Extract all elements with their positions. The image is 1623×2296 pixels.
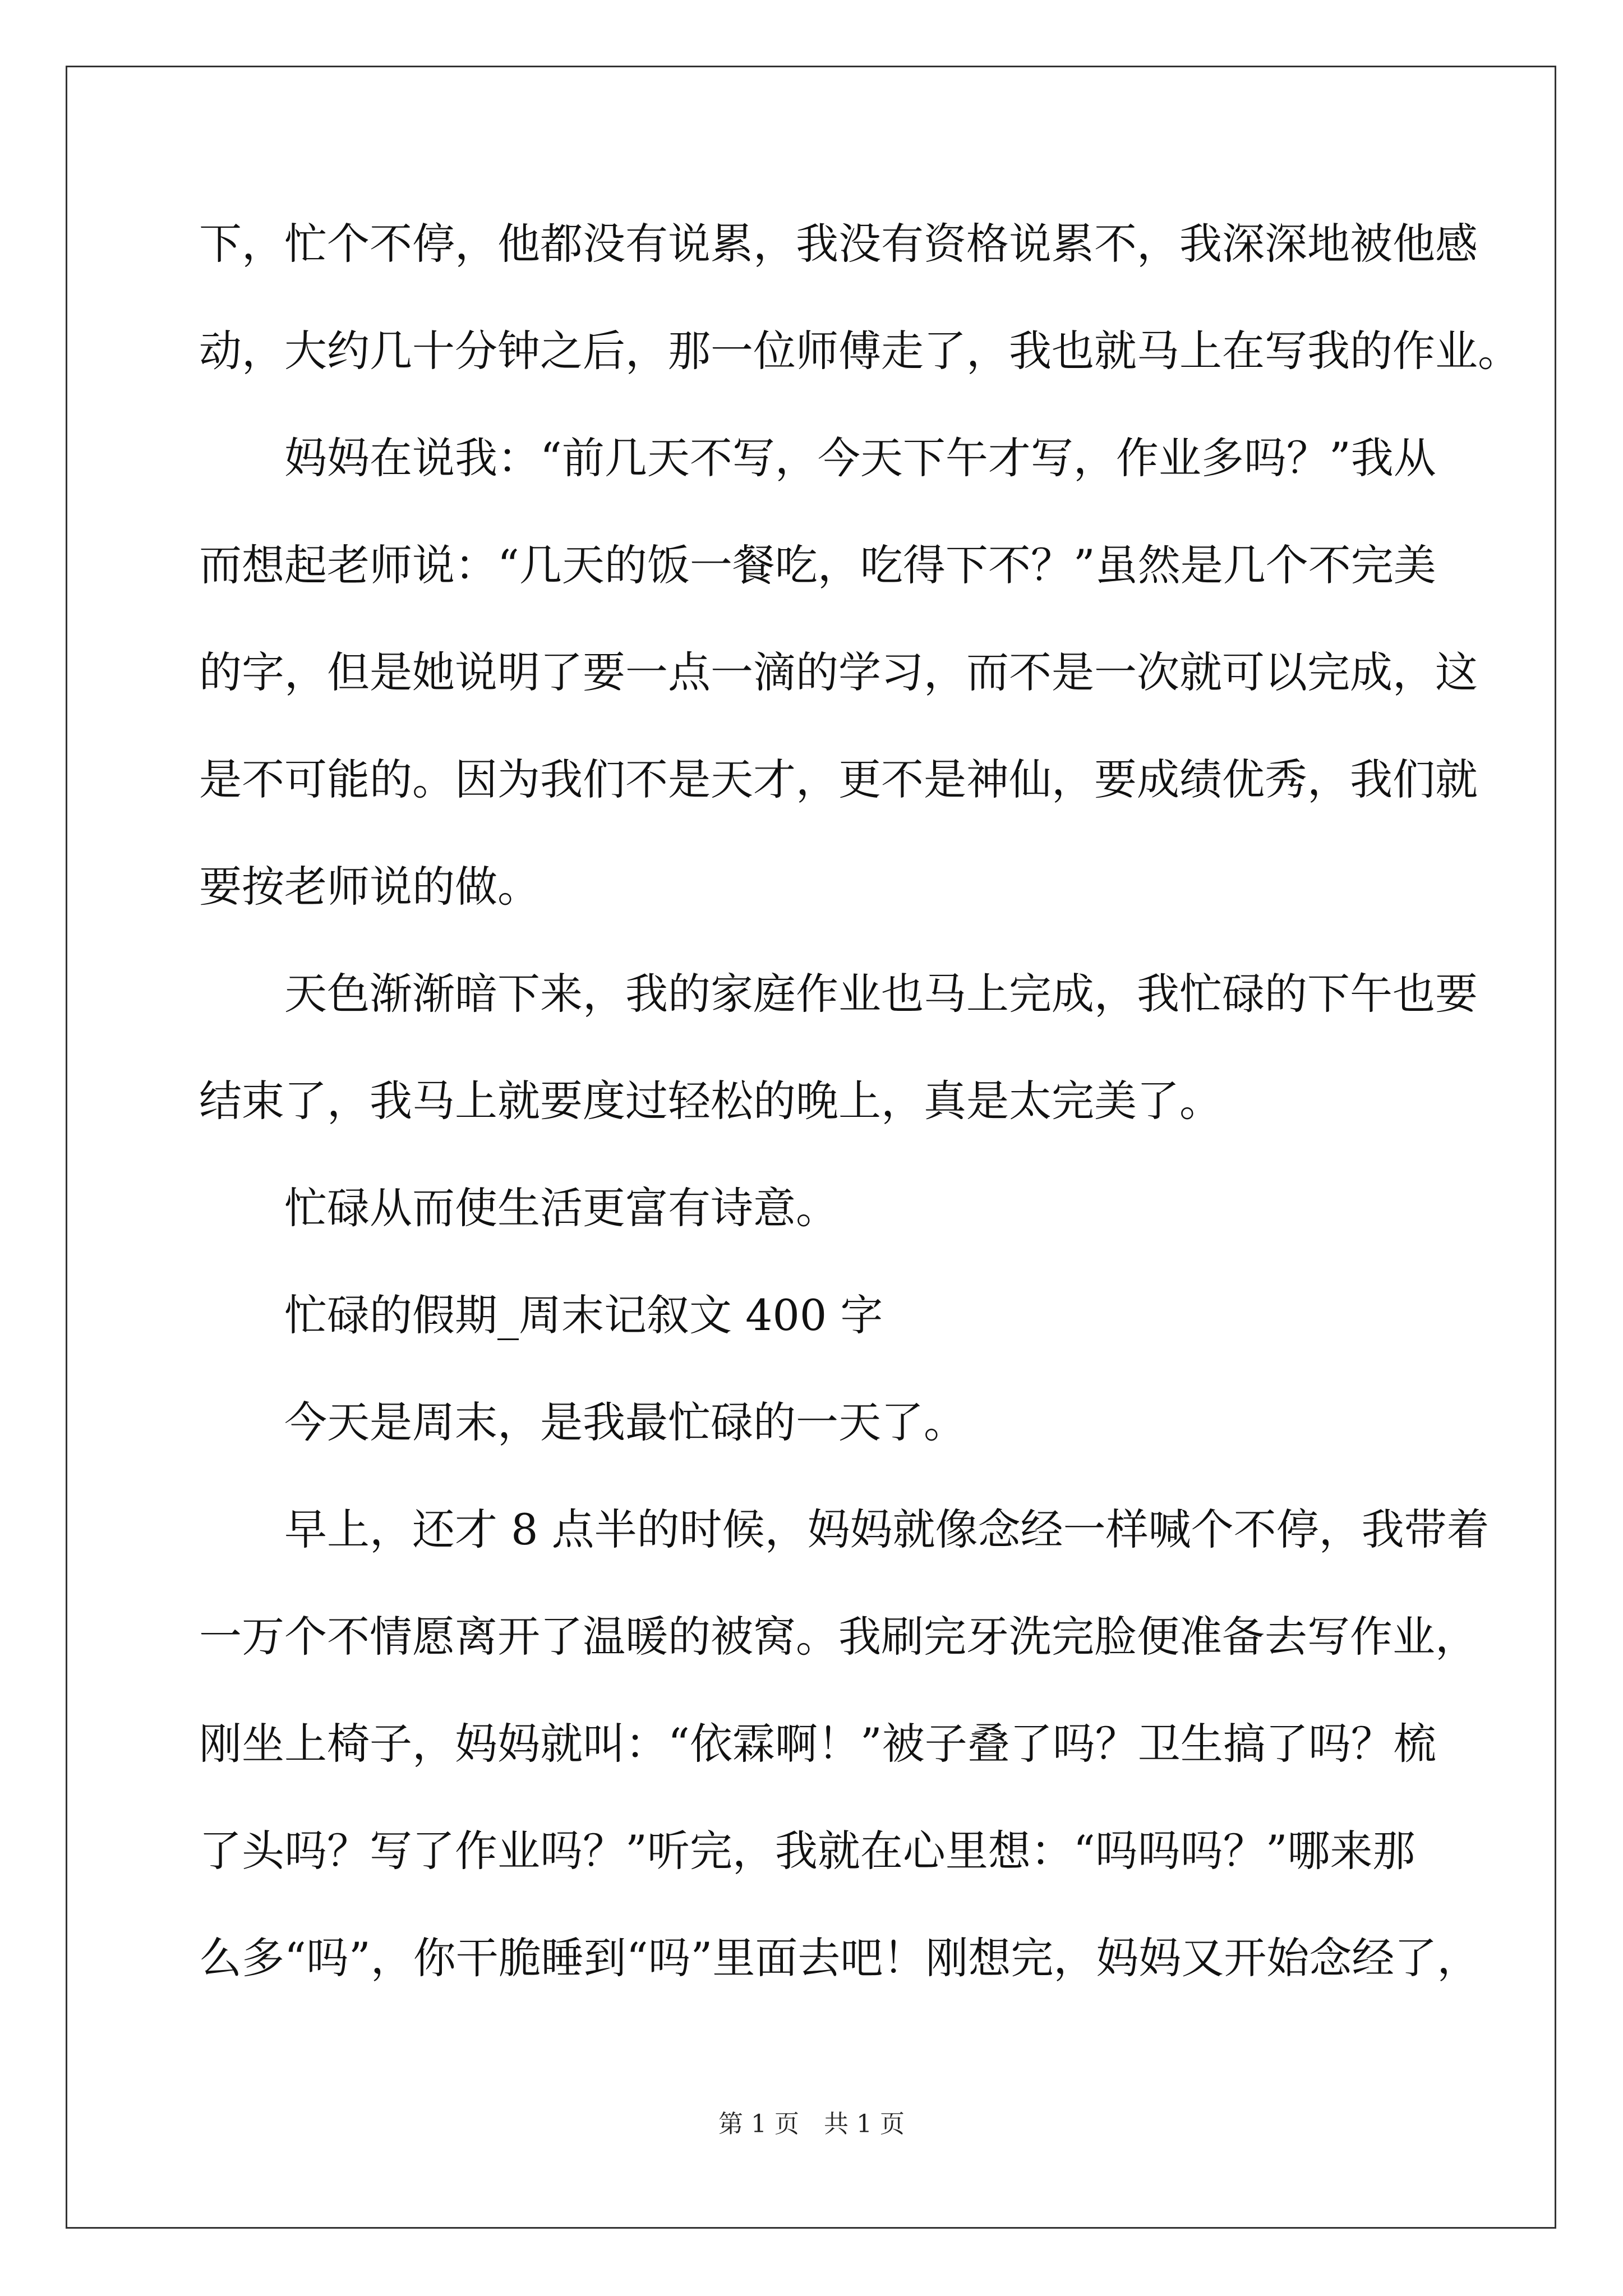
text-line: 刚坐上椅子，妈妈就叫：“依霖啊！”被子叠了吗？卫生搞了吗？梳: [199, 1719, 1436, 1769]
text-line: 忙碌的假期_周末记叙文 400 字: [284, 1290, 883, 1340]
document-body: [199, 213, 1520, 2035]
text-line: 妈妈在说我：“前几天不写，今天下午才写，作业多吗？”我从: [284, 433, 1436, 483]
page-footer: 第 1 页 共 1 页: [718, 2110, 905, 2138]
text-line: 的字，但是她说明了要一点一滴的学习，而不是一次就可以完成，这: [199, 647, 1478, 697]
text-line: 么多“吗”，你干脆睡到“吗”里面去吧！刚想完，妈妈又开始念经了，: [199, 1933, 1480, 1983]
text-line: 而想起老师说：“几天的饭一餐吃，吃得下不？”虽然是几个不完美: [199, 540, 1436, 590]
text-line: 早上，还才 8 点半的时候，妈妈就像念经一样喊个不停，我带着: [284, 1504, 1490, 1554]
text-line: 天色渐渐暗下来，我的家庭作业也马上完成，我忙碌的下午也要: [284, 969, 1478, 1019]
text-line: 忙碌从而使生活更富有诗意。: [284, 1183, 838, 1233]
text-line: 动，大约几十分钟之后，那一位师傅走了，我也就马上在写我的作业。: [199, 326, 1520, 376]
text-line: 要按老师说的做。: [199, 862, 540, 912]
text-line: 是不可能的。因为我们不是天才，更不是神仙，要成绩优秀，我们就: [199, 754, 1478, 804]
text-line: 下，忙个不停，他都没有说累，我没有资格说累不，我深深地被他感: [199, 219, 1478, 269]
text-line: 结束了，我马上就要度过轻松的晚上，真是太完美了。: [199, 1076, 1222, 1126]
text-line: 了头吗？写了作业吗？”听完，我就在心里想：“吗吗吗？”哪来那: [199, 1826, 1415, 1876]
text-line: 今天是周末，是我最忙碌的一天了。: [284, 1397, 966, 1447]
text-line: 一万个不情愿离开了温暖的被窝。我刷完牙洗完脸便准备去写作业，: [199, 1612, 1478, 1662]
